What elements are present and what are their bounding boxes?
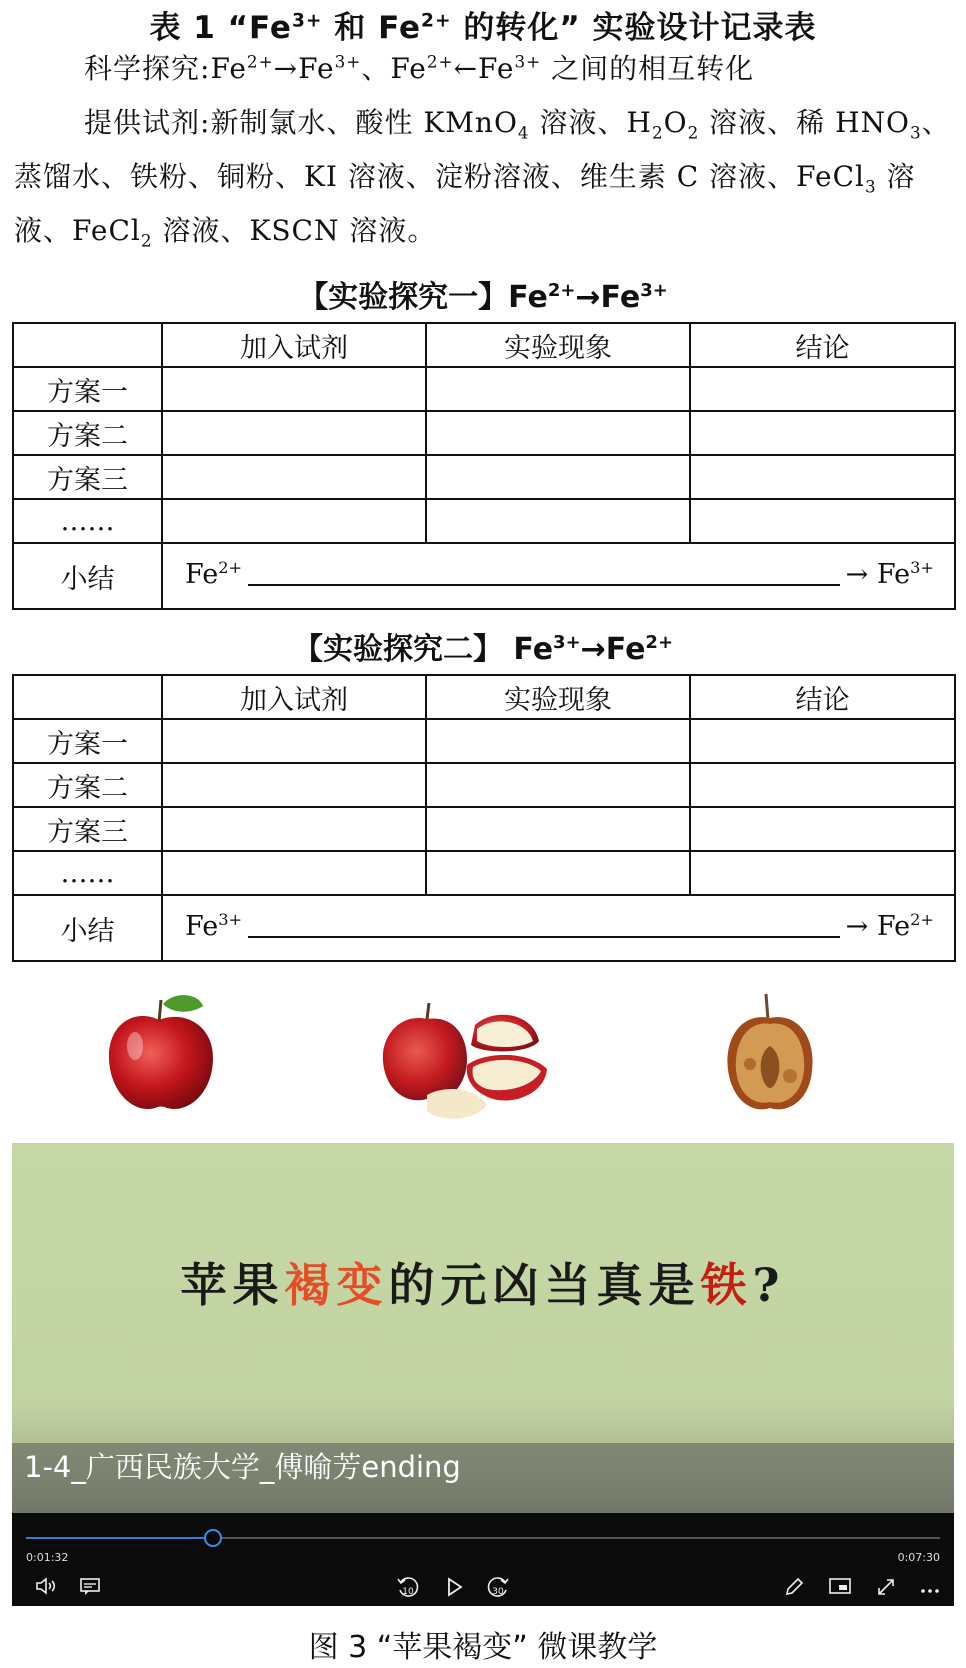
header-phenomenon: 实验现象	[426, 675, 690, 719]
blank-cell	[162, 851, 426, 895]
experiment2-table	[12, 674, 956, 962]
blank-cell	[426, 851, 690, 895]
blank-cell	[426, 411, 690, 455]
browned-apple-image	[720, 990, 820, 1120]
table-title: 表 1 “$Fe^{3+}$ 和 $Fe^{2+}$ 的转化” 实验设计记录表	[149, 10, 817, 46]
seek-bar[interactable]	[26, 1537, 940, 1539]
corner-cell	[13, 675, 162, 719]
table-row	[13, 411, 955, 455]
plan-label: 方案二	[13, 411, 162, 455]
plan-label: 方案三	[13, 455, 162, 499]
cut-apple-image	[375, 995, 565, 1125]
miniplayer-icon[interactable]	[826, 1576, 854, 1596]
plan-label: ……	[13, 499, 162, 543]
more-icon[interactable]	[916, 1576, 944, 1598]
summary-blank-line	[248, 564, 840, 586]
summary-label: 小结	[13, 895, 162, 961]
blank-cell	[162, 763, 426, 807]
seek-bar-progress	[26, 1537, 213, 1539]
table-row	[13, 851, 955, 895]
summary-to: → $Fe^{3+}$	[845, 557, 934, 590]
pen-icon[interactable]	[780, 1576, 808, 1598]
table-header-row	[13, 675, 955, 719]
player-controls	[12, 1513, 954, 1606]
experiment2-heading: 【实验探究二】 $Fe^{3+}\to Fe^{2+}$	[292, 632, 674, 667]
blank-cell	[690, 763, 955, 807]
fullscreen-icon[interactable]	[872, 1576, 900, 1598]
plan-label: 方案三	[13, 807, 162, 851]
experiment1-heading: 【实验探究一】$Fe^{2+}\to Fe^{3+}$	[298, 280, 668, 315]
plan-label: 方案一	[13, 719, 162, 763]
video-title: 苹果褐变的元凶当真是铁?	[180, 1258, 786, 1312]
blank-cell	[426, 719, 690, 763]
volume-icon[interactable]	[32, 1576, 60, 1596]
table-header-row	[13, 323, 955, 367]
table-row	[13, 763, 955, 807]
plan-label: ……	[13, 851, 162, 895]
blank-cell	[426, 807, 690, 851]
blank-cell	[426, 367, 690, 411]
current-time: 0:01:32	[26, 1551, 69, 1564]
blank-cell	[690, 807, 955, 851]
summary-from: $Fe^{3+}$	[185, 909, 243, 942]
summary-cell	[162, 895, 955, 961]
header-reagent: 加入试剂	[162, 675, 426, 719]
blank-cell	[162, 719, 426, 763]
header-conclusion: 结论	[690, 323, 955, 367]
fresh-apple-image	[95, 990, 225, 1120]
experiment1-table	[12, 322, 956, 610]
blank-cell	[426, 763, 690, 807]
blank-cell	[690, 411, 955, 455]
summary-row	[13, 543, 955, 609]
corner-cell	[13, 323, 162, 367]
header-phenomenon: 实验现象	[426, 323, 690, 367]
blank-cell	[690, 367, 955, 411]
video-name: 1-4_广西民族大学_傅喻芳ending	[24, 1450, 461, 1484]
svg-text:30: 30	[492, 1587, 504, 1597]
summary-cell	[162, 543, 955, 609]
blank-cell	[426, 499, 690, 543]
summary-blank-line	[248, 916, 840, 938]
skip-back-icon[interactable]	[394, 1576, 422, 1600]
blank-cell	[690, 851, 955, 895]
science-inquiry-line: 科学探究$:Fe^{2+}\to Fe^{3+}$、$Fe^{2+}\leftarrow Fe^{3+}$ 之间的相互转化	[84, 51, 755, 85]
blank-cell	[162, 411, 426, 455]
blank-cell	[426, 455, 690, 499]
total-time: 0:07:30	[897, 1551, 940, 1564]
header-reagent: 加入试剂	[162, 323, 426, 367]
video-player[interactable]	[12, 1143, 954, 1606]
reagents-paragraph: 提供试剂:新制氯水、酸性 KMnO$_4$ 溶液、$H_2O_2$ 溶液、稀 $HNO_3$、蒸馏水、铁粉、铜粉、KI 溶液、淀粉溶液、维生素 C 溶液、FeCl$_3$ 溶液、FeCl$_2$ 溶液、KSCN 溶液。	[14, 106, 951, 251]
figure-caption: 图 3 “苹果褐变” 微课教学	[308, 1630, 658, 1665]
header-conclusion: 结论	[690, 675, 955, 719]
svg-text:10: 10	[402, 1587, 414, 1597]
blank-cell	[162, 807, 426, 851]
play-icon[interactable]	[440, 1576, 468, 1598]
blank-cell	[162, 499, 426, 543]
summary-to: → $Fe^{2+}$	[845, 909, 934, 942]
blank-cell	[690, 719, 955, 763]
captions-icon[interactable]	[76, 1576, 104, 1596]
skip-forward-icon[interactable]	[484, 1576, 512, 1600]
table-row	[13, 719, 955, 763]
plan-label: 方案一	[13, 367, 162, 411]
blank-cell	[690, 455, 955, 499]
plan-label: 方案二	[13, 763, 162, 807]
table-row	[13, 807, 955, 851]
table-row	[13, 455, 955, 499]
summary-from: $Fe^{2+}$	[185, 557, 243, 590]
table-row	[13, 367, 955, 411]
blank-cell	[162, 367, 426, 411]
seek-thumb[interactable]	[204, 1529, 222, 1547]
blank-cell	[690, 499, 955, 543]
summary-label: 小结	[13, 543, 162, 609]
table-row	[13, 499, 955, 543]
blank-cell	[162, 455, 426, 499]
summary-row	[13, 895, 955, 961]
